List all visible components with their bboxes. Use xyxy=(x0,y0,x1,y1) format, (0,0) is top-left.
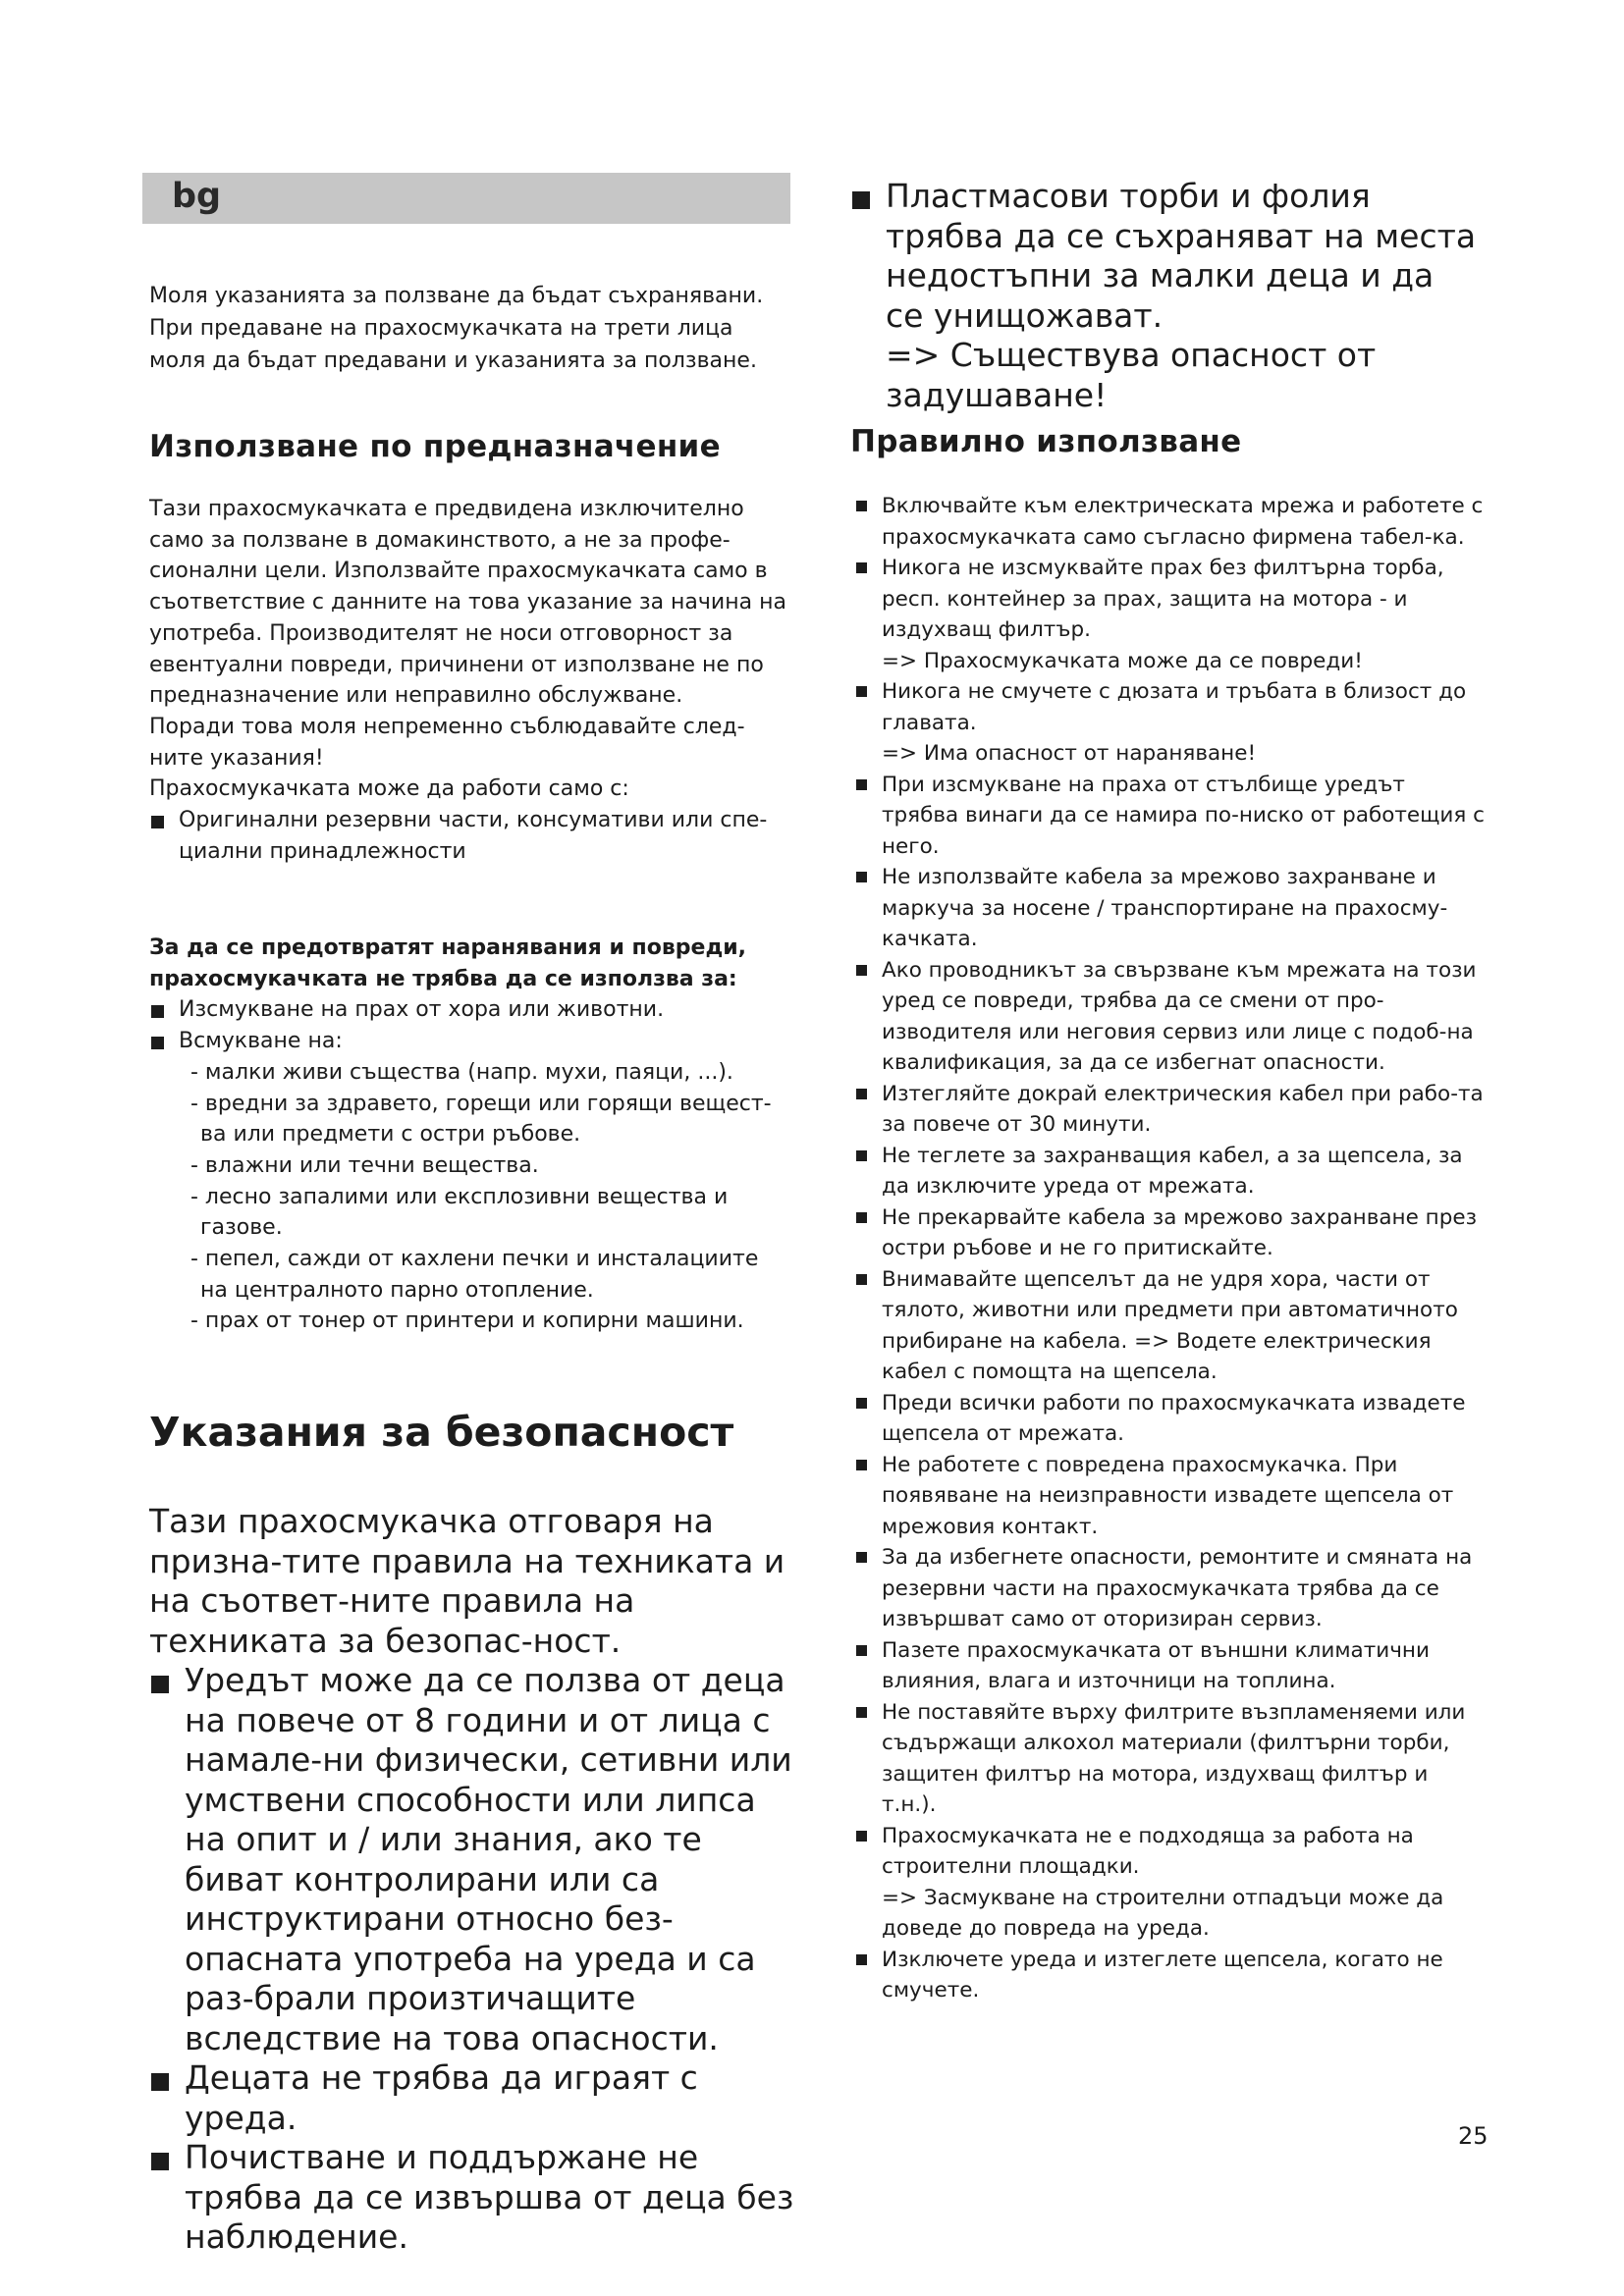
bullet-square-icon xyxy=(151,1005,164,1018)
hint-text: => Има опасност от нараняване! xyxy=(882,741,1257,766)
proper-use-list xyxy=(856,491,1485,2006)
list-item: Почистване и поддържане не трябва да се извършва от деца без наблюдение. xyxy=(149,2138,797,2258)
bullet-square-icon xyxy=(856,686,867,697)
hint-text: => Съществува опасност от задушаване! xyxy=(886,336,1377,414)
paragraph: Поради това моля непременно съблюдавайте след-ните указания! xyxy=(149,714,745,771)
bullet-square-icon xyxy=(151,2153,169,2170)
list-item: Не прекарвайте кабела за мрежово захранване през остри ръбове и не го притискайте. xyxy=(856,1202,1485,1264)
hint-text: => Прахосмукачката може да се повреди! xyxy=(882,648,1363,673)
list-item: Включвайте към електрическата мрежа и работете с прахосмукачката само съгласно фирмена табел-ка. xyxy=(856,491,1485,553)
intro-text xyxy=(149,280,797,377)
list-item: Никога не смучете с дюзата и тръбата в близост до главата. => Има опасност от нараняване! xyxy=(856,676,1485,770)
list-item: Никога не изсмуквайте прах без филтърна торба, респ. контейнер за прах, защита на мотора - и издухващ филтър. => Прахосмукачката може да се повреди! xyxy=(856,553,1485,676)
language-bar xyxy=(142,173,790,224)
list-item: Пластмасови торби и фолия трябва да се съхраняват на места недостъпни за малки деца и да се унищожават. xyxy=(850,177,1479,336)
bullet-square-icon xyxy=(856,1707,867,1718)
bullet-square-icon xyxy=(856,1150,867,1161)
bullet-square-icon xyxy=(852,191,870,209)
bullet-square-icon xyxy=(856,1645,867,1656)
list-item: За да избегнете опасности, ремонтите и смяната на резервни части на прахосмукачката трябва да се извършват само от оторизиран сервиз. xyxy=(856,1542,1485,1635)
bullet-square-icon xyxy=(151,1037,164,1049)
bullet-square-icon xyxy=(856,1274,867,1285)
bullet-square-icon xyxy=(856,1552,867,1563)
warning-heading: За да се предотвратят наранявания и повреди, прахосмукачката не трябва да се използва за: xyxy=(149,935,746,991)
list-item: Не използвайте кабела за мрежово захранване и маркуча за носене / транспортиране на прахосму-качката. xyxy=(856,862,1485,955)
intro-line: Моля указанията за ползване да бъдат съхранявани. xyxy=(149,284,764,308)
bullet-square-icon xyxy=(856,501,867,511)
bullet-square-icon xyxy=(856,1460,867,1470)
sub-item: - лесно запалими или експлозивни вещества и газове. xyxy=(190,1184,729,1241)
bullet-square-icon xyxy=(856,1398,867,1409)
list-item: Внимавайте щепселът да не удря хора, части от тялото, животни или предмети при автоматичното прибиране на кабела. => Водете електрическия кабел с помощта на щепсела. xyxy=(856,1264,1485,1388)
plastic-bags-block xyxy=(850,177,1479,415)
warning-block xyxy=(149,933,787,1337)
page-number: 25 xyxy=(1458,2122,1489,2150)
list-item: Не теглете за захранващия кабел, а за щепсела, за да изключите уреда от мрежата. xyxy=(856,1141,1485,1202)
list-item: При изсмукване на праха от стълбище уредът трябва винаги да се намира по-ниско от работещия с него. xyxy=(856,770,1485,863)
sub-item: - пепел, сажди от кахлени печки и инсталациите на централното парно отопление. xyxy=(190,1247,759,1303)
safety-intro: Тази прахосмукачка отговаря на призна-тите правила на техниката и на съответ-ните правила на техниката за безопас-ност. xyxy=(149,1502,785,1660)
bullet-square-icon xyxy=(856,965,867,976)
intro-line: моля да бъдат предавани и указанията за ползване. xyxy=(149,348,757,373)
bullet-square-icon xyxy=(856,1831,867,1842)
list-item: Прахосмукачката не е подходяща за работа на строителни площадки. => Засмукване на строителни отпадъци може да доведе до повреда на уреда. xyxy=(856,1821,1485,1945)
list-item: Преди всички работи по прахосмукачката извадете щепсела от мрежата. xyxy=(856,1388,1485,1450)
bullet-square-icon xyxy=(856,1212,867,1223)
section-title-safety: Указания за безопасност xyxy=(149,1409,734,1456)
bullet-square-icon xyxy=(856,779,867,790)
language-code: bg xyxy=(172,177,222,216)
bullet-square-icon xyxy=(856,872,867,882)
bullet-square-icon xyxy=(856,562,867,573)
safety-body xyxy=(149,1502,797,2258)
list-item: Оригинални резервни части, консумативи или спе-циални принадлежности xyxy=(149,805,787,867)
paragraph: Прахосмукачката може да работи само с: xyxy=(149,776,629,802)
list-item: Не работете с повредена прахосмукачка. При появяване на неизправности извадете щепсела от мрежовия контакт. xyxy=(856,1450,1485,1543)
list-item: Пазете прахосмукачката от външни климатични влияния, влага и източници на топлина. xyxy=(856,1635,1485,1697)
list-item: Всмукване на: xyxy=(149,1026,787,1057)
section-title-intended-use: Използване по предназначение xyxy=(149,429,721,464)
paragraph: Тази прахосмукачката е предвидена изключително само за ползване в домакинството, а не за профе-сионални цели. Използвайте прахосмукачката само в съответствие с данните на това указание за начина на употреба. Производителят не носи отговорност за евентуални повреди, причинени от използване не по предназначение или неправилно обслужване. xyxy=(149,497,786,709)
list-item: Децата не трябва да играят с уреда. xyxy=(149,2058,797,2138)
intro-line: При предаване на прахосмукачката на трети лица xyxy=(149,316,733,341)
list-item: Изсмукване на прах от хора или животни. xyxy=(149,994,787,1026)
sub-item: - прах от тонер от принтери и копирни машини. xyxy=(190,1308,744,1334)
section-title-proper-use: Правилно използване xyxy=(850,424,1242,459)
bullet-square-icon xyxy=(151,1676,169,1693)
list-item: Не поставяйте върху филтрите възпламеняеми или съдържащи алкохол материали (филтърни торби, защитен филтър на мотора, издухващ филтър и т.н.). xyxy=(856,1697,1485,1821)
bullet-square-icon xyxy=(856,1954,867,1965)
list-item: Изключете уреда и изтеглете щепсела, когато не смучете. xyxy=(856,1945,1485,2006)
bullet-square-icon xyxy=(151,816,164,828)
hint-text: => Засмукване на строителни отпадъци може да доведе до повреда на уреда. xyxy=(882,1885,1444,1941)
list-item: Уредът може да се ползва от деца на повече от 8 години и от лица с намале-ни физически, сетивни или умствени способности или липса на опит и / или знания, ако те биват контролирани или са инструктирани относно без-опасната употреба на уреда и са раз-брали произтичащите вследствие на това опасности. xyxy=(149,1661,797,2058)
list-item: Изтегляйте докрай електрическия кабел при рабо-та за повече от 30 минути. xyxy=(856,1079,1485,1141)
bullet-square-icon xyxy=(856,1089,867,1099)
list-item: Ако проводникът за свързване към мрежата на този уред се повреди, трябва да се смени от про-изводителя или неговия сервиз или лице с подоб-на квалификация, за да се избегнат опасности. xyxy=(856,955,1485,1079)
bullet-square-icon xyxy=(151,2073,169,2091)
sub-item: - влажни или течни вещества. xyxy=(190,1152,539,1178)
intended-use-body xyxy=(149,494,787,867)
sub-item: - малки живи същества (напр. мухи, паяци, ...). xyxy=(190,1059,733,1085)
sub-item: - вредни за здравето, горещи или горящи вещест-ва или предмети с остри ръбове. xyxy=(190,1091,772,1148)
